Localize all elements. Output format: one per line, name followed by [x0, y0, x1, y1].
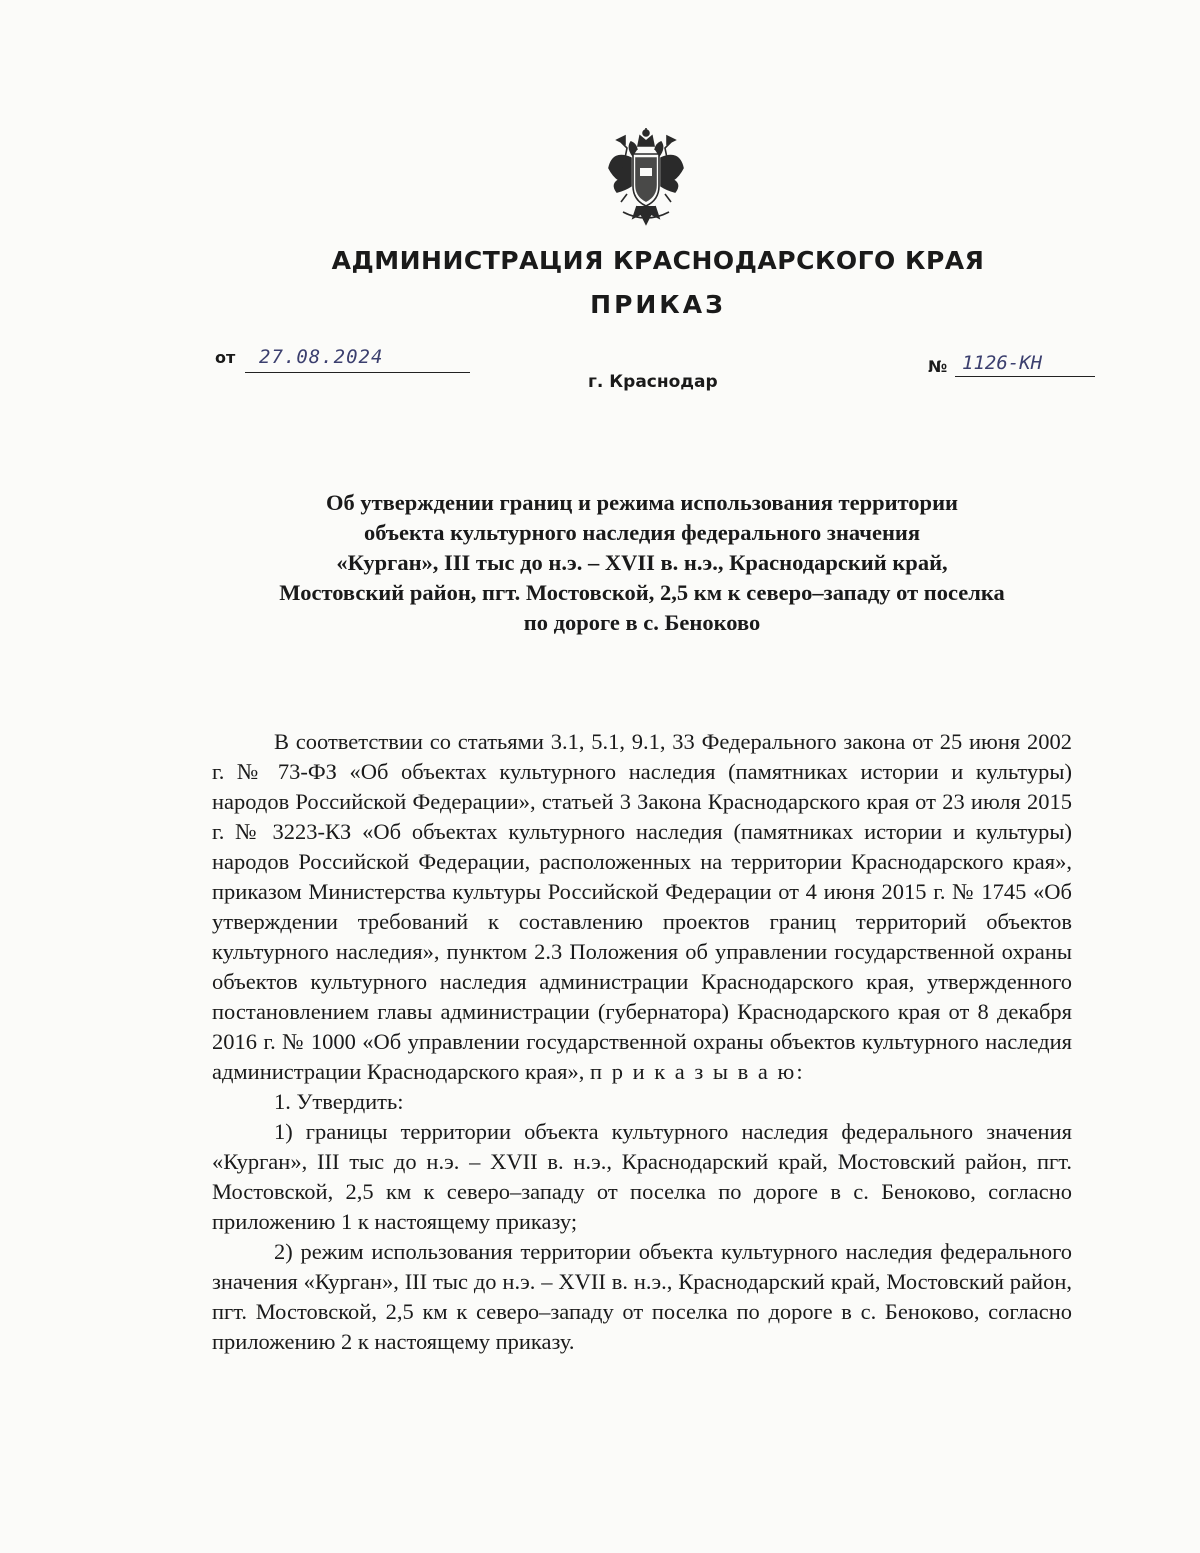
order-word: п р и к а з ы в а ю:: [590, 1059, 805, 1084]
coat-of-arms-emblem: [603, 128, 689, 228]
title-line: Об утверждении границ и режима использования территории: [325, 490, 959, 515]
title-line: Мостовский район, пгт. Мостовской, 2,5 км к северо–западу от поселка: [279, 580, 1005, 605]
title-line: объекта культурного наследия федерального значения: [363, 520, 921, 545]
document-title: [205, 488, 1079, 638]
date-prefix: от: [215, 348, 236, 367]
item-1: 1. Утвердить:: [274, 1089, 404, 1114]
number-field: [928, 354, 1098, 384]
date-underline: [245, 372, 470, 373]
title-line: «Курган», III тыс до н.э. – XVII в. н.э., Краснодарский край,: [336, 550, 948, 575]
organization-name: АДМИНИСТРАЦИЯ КРАСНОДАРСКОГО КРАЯ: [331, 246, 985, 275]
number-underline: [955, 376, 1095, 377]
handwritten-date: 27.08.2024: [259, 346, 384, 368]
item-1-1: 1) границы территории объекта культурного наследия федерального значения «Курган», III тыс до н.э. – XVII в. н.э., Краснодарский край, Мостовский район, пгт. Мостовской, 2,5 км к северо–западу от поселка по дороге в с. Беноково, согласно приложению 1 к настоящему приказу;: [212, 1119, 1072, 1234]
date-field: [215, 346, 475, 376]
title-line: по дороге в с. Беноково: [523, 610, 761, 635]
preamble-text: В соответствии со статьями 3.1, 5.1, 9.1, 33 Федерального закона от 25 июня 2002 г. № 73-ФЗ «Об объектах культурного наследия (памятниках истории и культуры) народов Российской Федерации», статьей 3 Закона Краснодарского края от 23 июля 2015 г. № 3223-КЗ «Об объектах культурного наследия (памятниках истории и культуры) народов Российской Федерации, расположенных на территории Краснодарского края», приказом Министерства культуры Российской Федерации от 4 июня 2015 г. № 1745 «Об утверждении требований к составлению проектов границ территорий объектов культурного наследия», пунктом 2.3 Положения об управлении государственной охраны объектов культурного наследия администрации Краснодарского края, утвержденного постановлением главы администрации (губернатора) Краснодарского края от 8 декабря 2016 г. № 1000 «Об управлении государственной охраны объектов культурного наследия администрации Краснодарского края»,: [212, 729, 1072, 1084]
city: г. Краснодар: [588, 372, 718, 392]
handwritten-number: 1126-КН: [962, 352, 1043, 374]
preamble-paragraph: [212, 727, 1072, 1087]
number-prefix: №: [928, 357, 948, 376]
item-1-2: 2) режим использования территории объекта культурного наследия федерального значения «Курган», III тыс до н.э. – XVII в. н.э., Краснодарский край, Мостовский район, пгт. Мостовской, 2,5 км к северо–западу от поселка по дороге в с. Беноково, согласно приложению 2 к настоящему приказу.: [212, 1239, 1072, 1354]
document-body: [212, 727, 1072, 1357]
document-type: ПРИКАЗ: [590, 290, 726, 319]
